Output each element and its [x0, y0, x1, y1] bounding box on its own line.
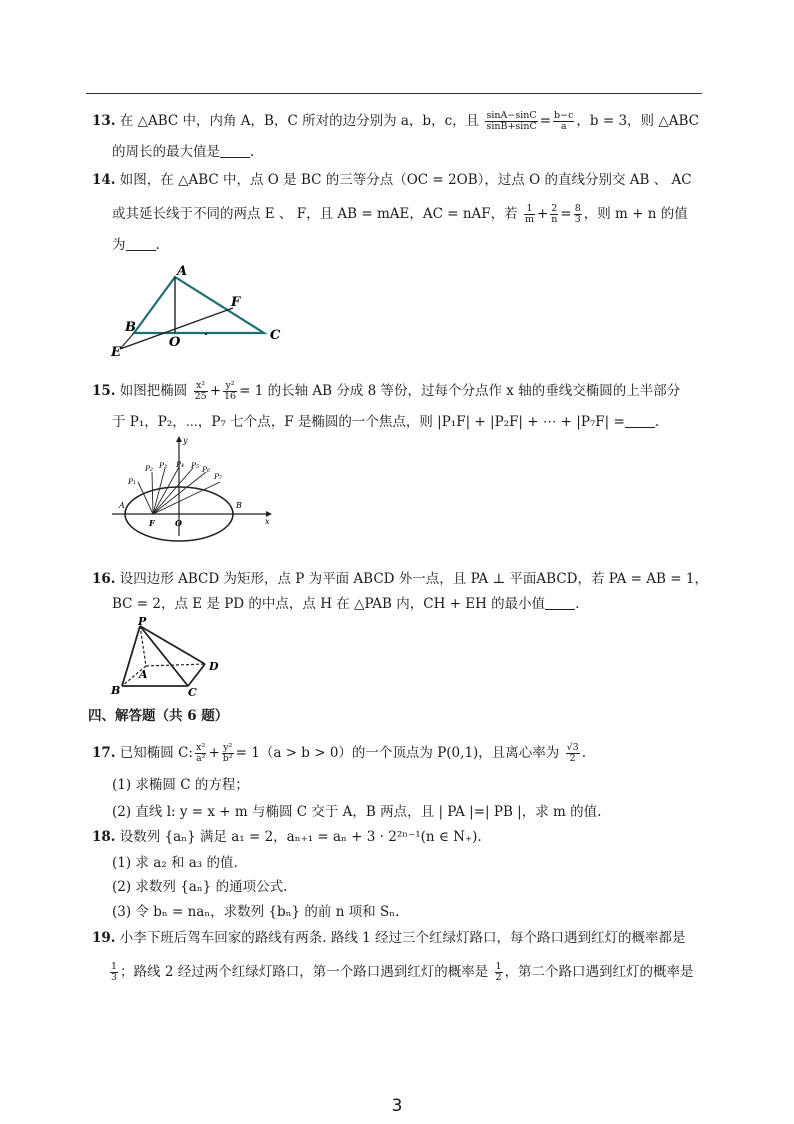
- q17-part2: (2) 直线 l: y = x + m 与椭圆 C 交于 A，B 两点，且 | PA |=| PB |，求 m 的值.: [112, 804, 602, 820]
- q15-line1: 15. 如图把椭圆 $\frac{\text{x²}}{25}$ + $\frac{\text{y²}}{16}$ = 1 的长轴 AB 分成 8 等份，过每个分点作 x 轴的垂线交椭圆的上半部分: [92, 380, 681, 402]
- label-p3: P₃: [159, 461, 168, 470]
- q13-fraction-sin: $\frac{\sin A-\sin C}{\sin B+\sin C}$: [486, 110, 537, 132]
- q17-fraction-y: $\frac{\text{y²}}{\text{b²}}$: [222, 742, 233, 764]
- label-x: x: [265, 517, 270, 526]
- q13-fraction-bc: $\frac{b-c}{a}$: [554, 110, 574, 132]
- label-c: C: [270, 328, 281, 343]
- tick-mark: [205, 333, 207, 335]
- q18-part3: (3) 令 bₙ = naₙ，求数列 {bₙ} 的前 n 项和 Sₙ.: [112, 904, 400, 920]
- edge-ad: [146, 664, 205, 666]
- answer-blank: [545, 597, 575, 610]
- q15-fraction-y: $\frac{\text{y²}}{16}$: [224, 380, 237, 402]
- q17-line1: 17. 已知椭圆 C: $\frac{\text{x²}}{\text{a²}}$ + $\frac{\text{y²}}{\text{b²}}$ = 1（a > b > 0）的一个顶点为 P(0,1)，且离心率为 $\frac{√3}{2}$ .: [92, 742, 586, 764]
- label-a: A: [119, 501, 125, 510]
- header-rule: [86, 93, 702, 94]
- q17-number: 17.: [92, 745, 116, 761]
- answer-blank: [126, 238, 156, 251]
- section-four-heading: 四、解答题（共 6 题）: [88, 708, 229, 724]
- label-e: E: [111, 345, 121, 360]
- label-b: B: [111, 684, 121, 697]
- q16-line2: BC = 2，点 E 是 PD 的中点，点 H 在 △PAB 内，CH + EH 的最小值 .: [112, 596, 580, 612]
- label-b: B: [236, 501, 242, 510]
- label-f: F: [149, 518, 155, 528]
- label-b: B: [125, 320, 136, 335]
- label-p5: P₅: [191, 461, 200, 470]
- q19-line1: 19. 小李下班后驾车回家的路线有两条. 路线 1 经过三个红绿灯路口，每个路口遇到红灯的概率都是: [92, 930, 686, 946]
- q15-line2: 于 P₁，P₂，⋯，P₇ 七个点，F 是椭圆的一个焦点，则 |P₁F| + |P₂F| + ⋯ + |P₇F| = .: [112, 414, 660, 430]
- q14-triangle-figure: [108, 264, 298, 364]
- label-p7: P₇: [214, 472, 223, 481]
- q19-fraction-1-2: $\frac{1}{2}$: [495, 961, 502, 983]
- label-c: C: [188, 686, 197, 699]
- q17-fraction-x: $\frac{\text{x²}}{\text{a²}}$: [195, 742, 206, 764]
- q19-fraction-1-3: $\frac{1}{3}$: [111, 961, 118, 983]
- q14-line3: 为 .: [112, 237, 160, 253]
- edge-pb: [122, 626, 140, 686]
- label-p4: P₄: [176, 460, 185, 469]
- label-o: O: [175, 518, 182, 528]
- q18-part2: (2) 求数列 {aₙ} 的通项公式.: [112, 879, 288, 895]
- page-number: 3: [391, 1096, 403, 1116]
- answer-blank: [220, 145, 250, 158]
- q19-number: 19.: [92, 930, 116, 946]
- triangle-abc: [134, 277, 264, 333]
- q13-line1: 13. 在 △ABC 中，内角 A，B，C 所对的边分别为 a，b，c，且 $\frac{\sin A-\sin C}{\sin B+\sin C}$ = $\frac{b-c}{a}$ ，b = 3，则 △ABC: [92, 110, 699, 132]
- q15-fraction-x: $\frac{\text{x²}}{25}$: [194, 380, 207, 402]
- label-f: F: [231, 295, 241, 310]
- q14-fraction-83: $\frac{8}{3}$: [574, 203, 581, 225]
- q18-number: 18.: [92, 829, 116, 845]
- q13-number: 13.: [92, 113, 116, 129]
- edge-pd: [140, 626, 205, 664]
- q17-part1: (1) 求椭圆 C 的方程；: [112, 777, 249, 793]
- y-axis-arrow: [176, 436, 182, 442]
- q19-line2: $\frac{1}{3}$ ；路线 2 经过两个红绿灯路口，第一个路口遇到红灯的概率是 $\frac{1}{2}$ ，第二个路口遇到红灯的概率是: [111, 961, 694, 983]
- label-o: O: [169, 335, 181, 350]
- q14-number: 14.: [92, 172, 116, 188]
- q16-pyramid-figure: [106, 614, 236, 700]
- label-p6: P₆: [202, 465, 211, 474]
- q16-number: 16.: [92, 571, 116, 587]
- label-p1: P₁: [128, 477, 137, 486]
- label-a: A: [139, 668, 148, 681]
- q14-fraction-2n: $\frac{2}{n}$: [551, 203, 558, 225]
- edge-cd: [188, 664, 205, 686]
- q15-number: 15.: [92, 383, 116, 399]
- label-p: P: [138, 615, 147, 628]
- q14-line1: 14. 如图，在 △ABC 中，点 O 是 BC 的三等分点（OC = 2OB），过点 O 的直线分别交 AB 、 AC: [92, 172, 692, 188]
- q15-ellipse-figure: [108, 434, 278, 544]
- label-a: A: [177, 264, 188, 279]
- q16-line1: 16. 设四边形 ABCD 为矩形，点 P 为平面 ABCD 外一点，且 PA ⊥ 平面ABCD，若 PA = AB = 1，: [92, 571, 708, 587]
- q13-line2: 的周长的最大值是 .: [112, 144, 255, 160]
- q17-fraction-e: $\frac{√3}{2}$: [566, 742, 579, 764]
- q18-part1: (1) 求 a₂ 和 a₃ 的值.: [112, 855, 238, 871]
- label-p2: P₂: [145, 464, 154, 473]
- label-y: y: [183, 436, 188, 445]
- label-d: D: [209, 660, 219, 673]
- q14-fraction-1m: $\frac{1}{m}$: [524, 203, 534, 225]
- answer-blank: [625, 415, 655, 428]
- q18-line1: 18. 设数列 {aₙ} 满足 a₁ = 2，aₙ₊₁ = aₙ + 3 · 2²ⁿ⁻¹(n ∈ N₊).: [92, 829, 482, 845]
- q14-line2: 或其延长线于不同的两点 E 、 F，且 AB = mAE，AC = nAF，若 $\frac{1}{m}$ + $\frac{2}{n}$ = $\frac{8}{3}$ ，则 m + n 的值: [112, 203, 688, 225]
